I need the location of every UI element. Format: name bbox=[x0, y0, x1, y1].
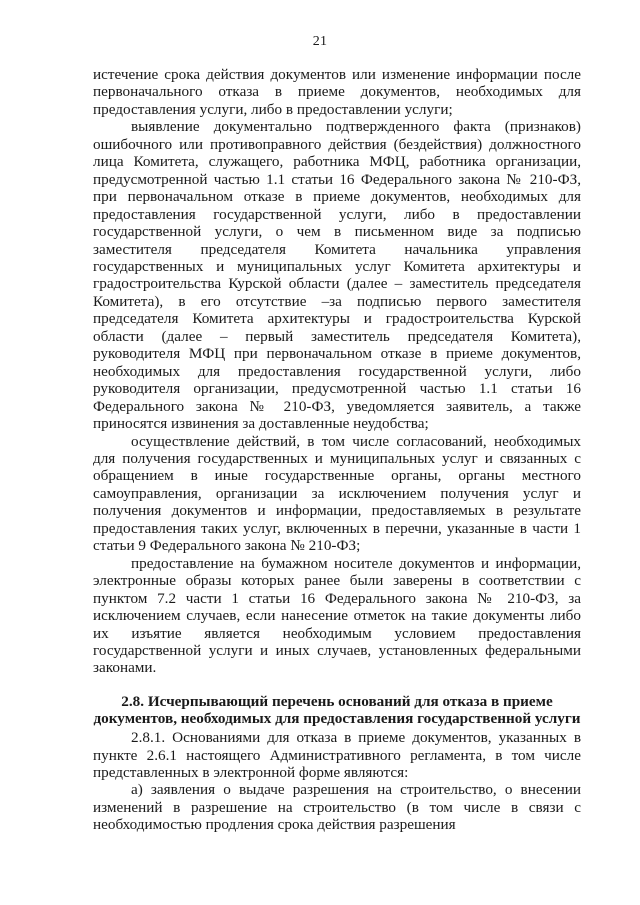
document-body bbox=[93, 66, 581, 834]
paragraph-refusal-grounds: 2.8.1. Основаниями для отказа в приеме документов, указанных в пункте 2.6.1 настоящего Административного регламента, в том числе представленных в электронной форме являются: bbox=[93, 729, 581, 781]
paragraph-paper-documents: предоставление на бумажном носителе документов и информации, электронные образы которых ранее были заверены в соответствии с пунктом 7.2 части 1 статьи 16 Федерального закона № 210-ФЗ, за исключением случаев, если нанесение отметок на такие документы либо их изъятие является необходимым условием предоставления государственной услуги и иных случаев, установленных федеральными законами. bbox=[93, 554, 581, 677]
paragraph-erroneous-action-notice: выявление документально подтвержденного факта (признаков) ошибочного или противоправного действия (бездействия) должностного лица Комитета, служащего, работника МФЦ, работника организации, предусмотренной частью 1.1 статьи 16 Федерального закона № 210-ФЗ, при первоначальном отказе в приеме документов, необходимых для предоставления государственной услуги, либо в предоставлении государственной услуги, о чем в письменном виде за подписью заместителя председателя Комитета начальника управления государственных и муниципальных услуг Комитета архитектуры и градостроительства Курской области (далее – заместитель председателя Комитета), в его отсутствие –за подписью первого заместителя председателя Комитета архитектуры и градостроительства Курской области (далее – первый заместитель председателя Комитета), руководителя МФЦ при первоначальном отказе в приеме документов, необходимых для предоставления государственной услуги, либо руководителя организации, предусмотренной частью 1.1 статьи 16 Федерального закона № 210-ФЗ, уведомляется заявитель, а также приносятся извинения за доставленные неудобства; bbox=[93, 118, 581, 433]
page-number: 21 bbox=[312, 34, 328, 49]
paragraph-coordination-actions: осуществление действий, в том числе согласований, необходимых для получения государственных и муниципальных услуг и связанных с обращением в иные государственные органы, органы местного самоуправления, организации за исключением получения услуг и получения документов и информации, предоставляемых в результате предоставления таких услуг, включенных в перечни, указанные в части 1 статьи 9 Федерального закона № 210-ФЗ; bbox=[93, 432, 581, 555]
paragraph-document-validity-expiry: истечение срока действия документов или изменение информации после первоначального отказа в приеме документов, необходимых для предоставления услуги, либо в предоставлении услуги; bbox=[93, 66, 581, 118]
section-heading: 2.8. Исчерпывающий перечень оснований для отказа в приеме документов, необходимых для предоставления государственной услуги bbox=[93, 692, 581, 728]
paragraph-item-a: а) заявления о выдаче разрешения на строительство, о внесении изменений в разрешение на строительство (в том числе в связи с необходимостью продления срока действия разрешения bbox=[93, 781, 581, 834]
